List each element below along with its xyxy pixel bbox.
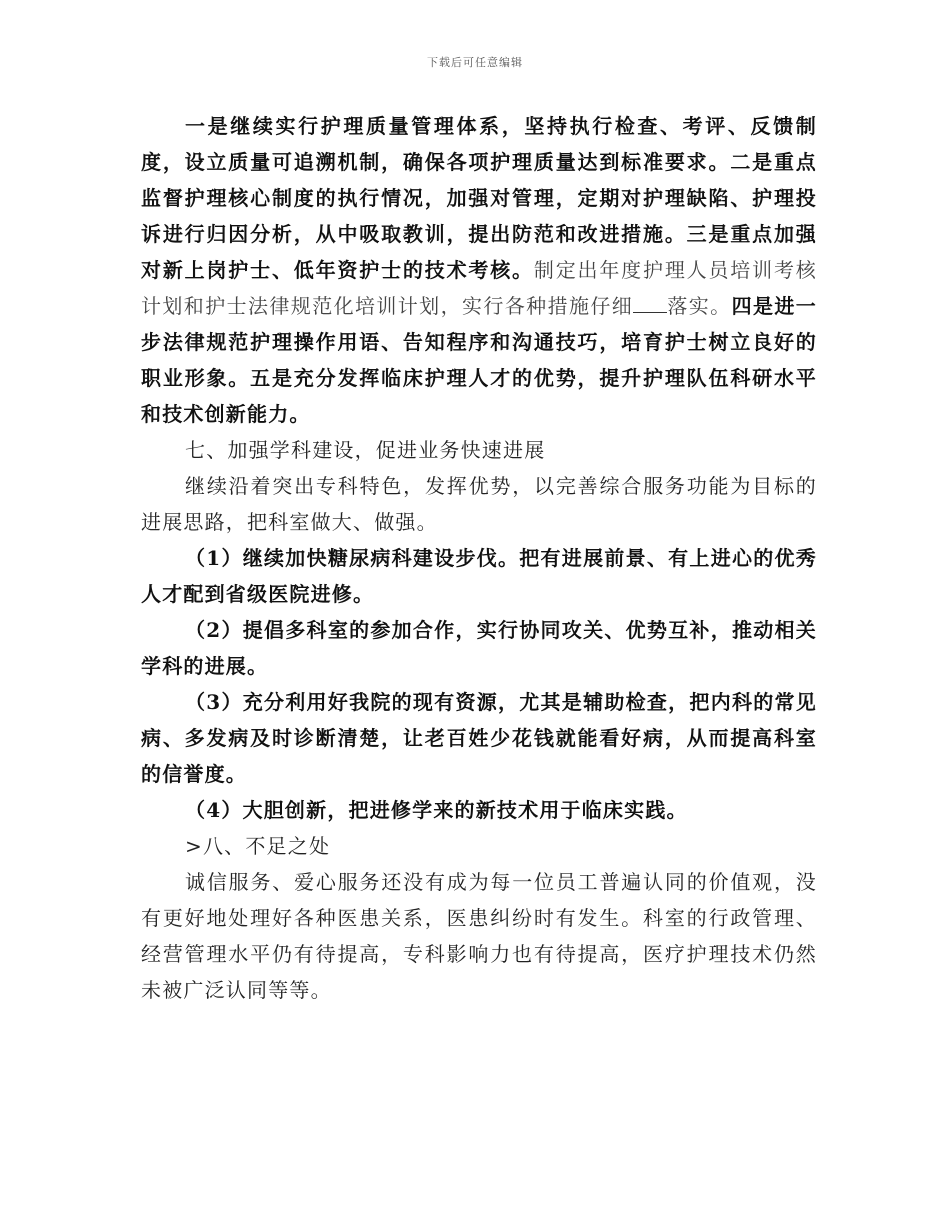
paragraph-normal-text: 制定出年度护理人员培训考核计划和护士法律规范化培训计划，实行各种措施仔细 bbox=[141, 258, 817, 318]
paragraph-normal-text-tail: 落实。 bbox=[667, 294, 732, 318]
list-item-1: （1）继续加快糖尿病科建设步伐。把有进展前景、有上进心的优秀人才配到省级医院进修。 bbox=[141, 546, 817, 606]
paragraph-discipline-building: 继续沿着突出专科特色，发挥优势，以完善综合服务功能为目标的进展思路，把科室做大、做强。 bbox=[141, 474, 817, 534]
list-item-2: （2）提倡多科室的参加合作，实行协同攻关、优势互补，推动相关学科的进展。 bbox=[141, 618, 817, 678]
paragraph-shortcomings: 诚信服务、爱心服务还没有成为每一位员工普遍认同的价值观，没有更好地处理好各种医患关系，医患纠纷时有发生。科室的行政管理、经营管理水平仍有待提高，专科影响力也有待提高，医疗护理技术仍然未被广泛认同等等。 bbox=[141, 870, 817, 1002]
document-body bbox=[141, 108, 817, 1008]
paragraph-bold-tail: 四是进一步法律规范护理操作用语、告知程序和沟通技巧，培育护士树立良好的职业形象。五是充分发挥临床护理人才的优势，提升护理队伍科研水平和技术创新能力。 bbox=[141, 294, 817, 426]
page-header: 下载后可任意编辑 bbox=[427, 56, 523, 69]
list-item-4: （4）大胆创新，把进修学来的新技术用于临床实践。 bbox=[185, 798, 688, 822]
fill-in-blank bbox=[633, 294, 667, 313]
section-heading-7: 七、加强学科建设，促进业务快速进展 bbox=[185, 438, 546, 462]
list-item-3: （3）充分利用好我院的现有资源，尤其是辅助检查，把内科的常见病、多发病及时诊断清楚，让老百姓少花钱就能看好病，从而提高科室的信誉度。 bbox=[141, 690, 817, 786]
section-heading-8: >八、不足之处 bbox=[185, 834, 331, 858]
paragraph-nursing-quality bbox=[141, 108, 817, 432]
paragraph-bold-text: 一是继续实行护理质量管理体系，坚持执行检查、考评、反馈制度，设立质量可追溯机制，确保各项护理质量达到标准要求。二是重点监督护理核心制度的执行情况，加强对管理，定期对护理缺陷、护理投诉进行归因分析，从中吸取教训，提出防范和改进措施。三是重点加强对新上岗护士、低年资护士的技术考核。 bbox=[141, 114, 817, 282]
